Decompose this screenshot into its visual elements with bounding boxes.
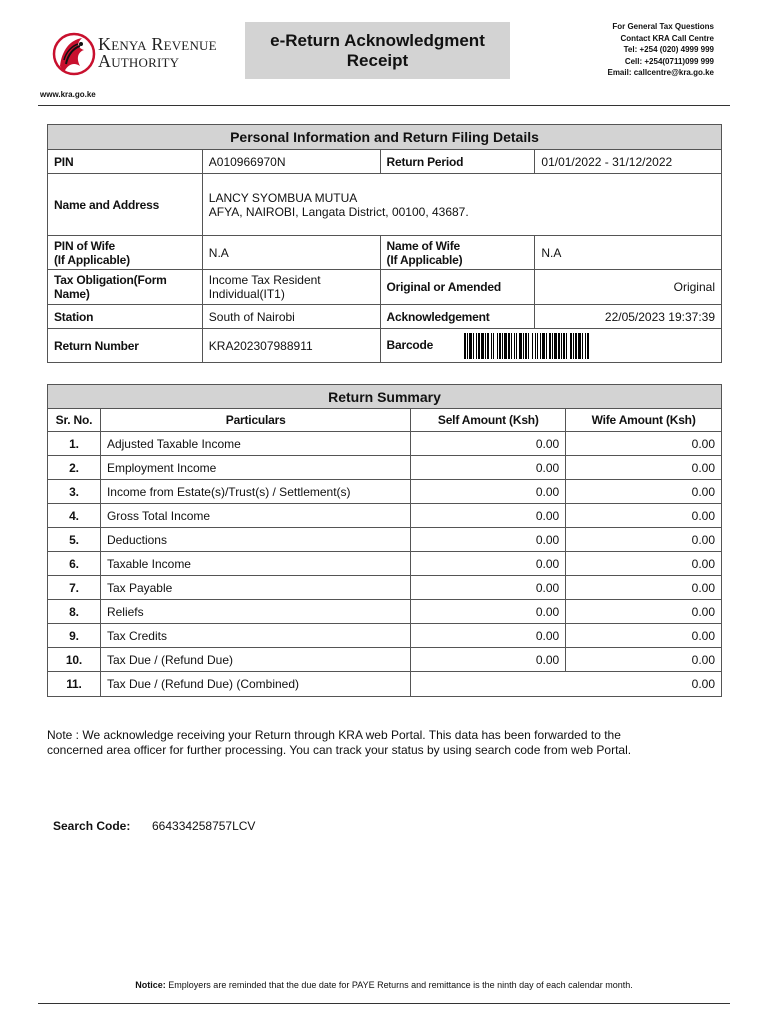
row-self-amount: 0.00 [411, 648, 566, 672]
row-particular: Tax Payable [100, 576, 411, 600]
return-number-value: KRA202307988911 [202, 329, 380, 363]
org-name [98, 36, 217, 70]
row-wife-amount: 0.00 [566, 504, 722, 528]
barcode-bar [558, 333, 560, 359]
barcode-bar [481, 333, 484, 359]
title-line2: Receipt [346, 50, 409, 70]
row-sr: 6. [48, 552, 101, 576]
barcode-bar [552, 333, 553, 359]
contact-cell: Cell: +254(0711)099 999 [624, 56, 714, 66]
acknowledgement-note [47, 728, 737, 758]
tax-obligation-value-line1: Income Tax Resident [208, 273, 321, 287]
summary-rows [48, 432, 722, 672]
barcode-bar [519, 333, 522, 359]
taxpayer-address: AFYA, NAIROBI, Langata District, 00100, 43687. [208, 204, 469, 219]
row-particular: Gross Total Income [100, 504, 411, 528]
table-row [48, 504, 722, 528]
org-name-line2: Authority [98, 51, 180, 71]
note-line2: concerned area officer for further processing. You can track your status by using search code from web Portal. [47, 743, 632, 757]
barcode-bar [508, 333, 510, 359]
barcode-bar [537, 333, 538, 359]
barcode-bar [469, 333, 472, 359]
barcode-bar [535, 333, 536, 359]
acknowledgement-label: Acknowledgement [380, 305, 535, 329]
row-self-amount: 0.00 [411, 528, 566, 552]
document-title [245, 22, 510, 79]
search-code-value: 664334258757LCV [152, 819, 256, 833]
barcode-bar [587, 333, 589, 359]
row-sr: 4. [48, 504, 101, 528]
row-wife-amount: 0.00 [566, 456, 722, 480]
org-name-line1: Kenya Revenue [98, 34, 217, 54]
contact-email[interactable]: Email: callcentre@kra.go.ke [607, 68, 714, 77]
row-wife-amount: 0.00 [566, 648, 722, 672]
barcode-bar [497, 333, 498, 359]
row-sr: 8. [48, 600, 101, 624]
original-amended-label: Original or Amended [380, 270, 535, 305]
pin-wife-label-line2: (If Applicable) [54, 252, 130, 267]
row-self-amount: 0.00 [411, 624, 566, 648]
barcode-bar [563, 333, 565, 359]
notice-label: Notice: [135, 980, 166, 990]
return-number-label: Return Number [48, 329, 203, 363]
pin-label: PIN [48, 150, 203, 174]
tax-obligation-value-line2: Individual(IT1) [208, 287, 285, 301]
row-combined-value: 0.00 [411, 672, 722, 697]
personal-info-heading: Personal Information and Return Filing Details [48, 125, 722, 150]
table-row [48, 624, 722, 648]
table-row [48, 480, 722, 504]
barcode-bar [514, 333, 515, 359]
barcode-label: Barcode [386, 337, 434, 352]
name-wife-label-line2: (If Applicable) [386, 252, 463, 267]
pin-wife-label-line1: PIN of Wife [54, 238, 116, 253]
station-value: South of Nairobi [202, 305, 380, 329]
row-sr: 1. [48, 432, 101, 456]
footer-divider [38, 1003, 730, 1004]
note-line1: Note : We acknowledge receiving your Return through KRA web Portal. This data has been forwarded to the [47, 728, 621, 742]
footer-notice [0, 980, 768, 990]
row-self-amount: 0.00 [411, 432, 566, 456]
contact-line: For General Tax Questions [612, 22, 714, 31]
row-particular: Deductions [100, 528, 411, 552]
name-wife-value: N.A [535, 236, 722, 270]
table-row [48, 432, 722, 456]
return-summary-heading: Return Summary [48, 385, 722, 409]
header-divider [38, 105, 730, 106]
lion-emblem-icon [52, 30, 96, 80]
barcode-bar [493, 333, 494, 359]
barcode-bar [573, 333, 574, 359]
barcode-bar [504, 333, 507, 359]
barcode-bar [478, 333, 480, 359]
column-header-sr: Sr. No. [48, 409, 101, 432]
barcode-bar [516, 333, 517, 359]
return-summary-table [47, 384, 722, 697]
original-amended-value: Original [535, 270, 722, 305]
tax-obligation-label [48, 270, 203, 305]
row-sr: 10. [48, 648, 101, 672]
row-particular: Tax Credits [100, 624, 411, 648]
tax-obligation-label-line1: Tax Obligation(Form [54, 273, 167, 287]
row-wife-amount: 0.00 [566, 576, 722, 600]
barcode-bar [546, 333, 547, 359]
name-wife-label [380, 236, 535, 270]
row-particular: Taxable Income [100, 552, 411, 576]
contact-line: Contact KRA Call Centre [620, 33, 714, 43]
table-row [48, 552, 722, 576]
row-sr: 9. [48, 624, 101, 648]
barcode-bar [487, 333, 489, 359]
column-header-particulars: Particulars [100, 409, 411, 432]
barcode-bar [585, 333, 586, 359]
column-header-wife-amount: Wife Amount (Ksh) [566, 409, 722, 432]
barcode-bar [476, 333, 477, 359]
row-particular: Reliefs [100, 600, 411, 624]
row-particular: Tax Due / (Refund Due) (Combined) [100, 672, 411, 697]
barcode-icon [464, 333, 656, 359]
row-wife-amount: 0.00 [566, 600, 722, 624]
barcode-bar [528, 333, 529, 359]
name-wife-label-line1: Name of Wife [386, 238, 461, 253]
barcode-bar [549, 333, 551, 359]
notice-text: Employers are reminded that the due date for PAYE Returns and remittance is the ninth day of each calendar month. [168, 980, 633, 990]
barcode-bar [473, 333, 474, 359]
row-self-amount: 0.00 [411, 504, 566, 528]
barcode-bar [566, 333, 567, 359]
name-address-cell [202, 174, 721, 236]
row-sr: 5. [48, 528, 101, 552]
row-wife-amount: 0.00 [566, 624, 722, 648]
barcode-bar [554, 333, 557, 359]
barcode-bar [491, 333, 492, 359]
return-period-label: Return Period [380, 150, 535, 174]
row-particular: Income from Estate(s)/Trust(s) / Settlement(s) [100, 480, 411, 504]
row-wife-amount: 0.00 [566, 552, 722, 576]
title-line1: e-Return Acknowledgment [270, 30, 485, 50]
row-self-amount: 0.00 [411, 552, 566, 576]
barcode-bar [561, 333, 562, 359]
barcode-bar [525, 333, 527, 359]
barcode-bar [485, 333, 486, 359]
personal-info-table [47, 124, 722, 363]
pin-wife-label [48, 236, 203, 270]
table-row [48, 576, 722, 600]
barcode-bar [467, 333, 468, 359]
station-label: Station [48, 305, 203, 329]
table-row [48, 648, 722, 672]
barcode-bar [523, 333, 524, 359]
return-period-value: 01/01/2022 - 31/12/2022 [535, 150, 722, 174]
column-header-self-amount: Self Amount (Ksh) [411, 409, 566, 432]
row-wife-amount: 0.00 [566, 528, 722, 552]
row-sr: 3. [48, 480, 101, 504]
barcode-bar [570, 333, 572, 359]
pin-value: A010966970N [202, 150, 380, 174]
row-sr: 2. [48, 456, 101, 480]
tax-obligation-label-line2: Name) [54, 287, 90, 301]
tax-obligation-value [202, 270, 380, 305]
row-wife-amount: 0.00 [566, 432, 722, 456]
contact-tel: Tel: +254 (020) 4999 999 [623, 45, 714, 54]
row-self-amount: 0.00 [411, 600, 566, 624]
barcode-bar [502, 333, 503, 359]
barcode-cell [380, 329, 721, 363]
row-particular: Employment Income [100, 456, 411, 480]
pin-wife-value: N.A [202, 236, 380, 270]
search-code-label: Search Code: [53, 819, 131, 833]
table-row [48, 456, 722, 480]
row-sr: 11. [48, 672, 101, 697]
table-row-combined [48, 672, 722, 697]
table-row [48, 600, 722, 624]
barcode-bar [499, 333, 501, 359]
acknowledgement-value: 22/05/2023 19:37:39 [535, 305, 722, 329]
barcode-bar [464, 333, 466, 359]
barcode-bar [540, 333, 541, 359]
barcode-bar [542, 333, 545, 359]
taxpayer-name: LANCY SYOMBUA MUTUA [208, 190, 358, 205]
barcode-bar [575, 333, 577, 359]
row-particular: Adjusted Taxable Income [100, 432, 411, 456]
name-address-label: Name and Address [48, 174, 203, 236]
row-self-amount: 0.00 [411, 576, 566, 600]
row-sr: 7. [48, 576, 101, 600]
row-self-amount: 0.00 [411, 480, 566, 504]
row-self-amount: 0.00 [411, 456, 566, 480]
barcode-bar [511, 333, 512, 359]
contact-block [607, 21, 714, 79]
row-particular: Tax Due / (Refund Due) [100, 648, 411, 672]
row-wife-amount: 0.00 [566, 480, 722, 504]
table-row [48, 528, 722, 552]
barcode-bar [532, 333, 533, 359]
website-link[interactable]: www.kra.go.ke [40, 90, 96, 99]
barcode-bar [582, 333, 583, 359]
barcode-bar [578, 333, 581, 359]
